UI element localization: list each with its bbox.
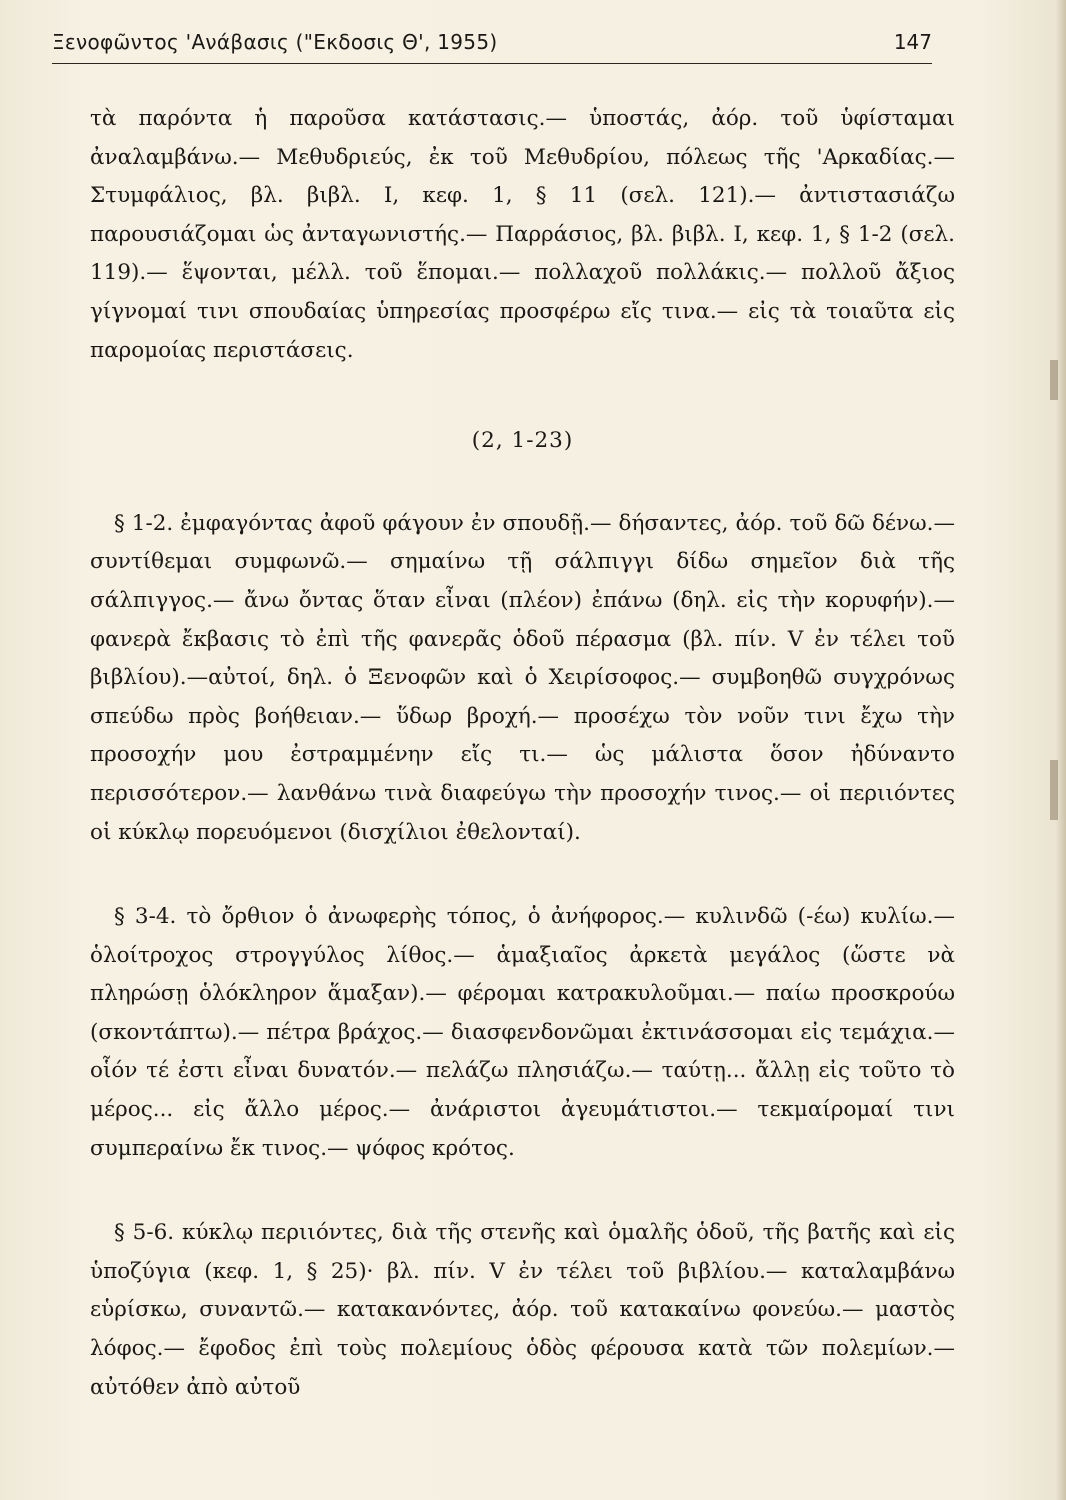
page-edge-shadow: [1056, 0, 1066, 1500]
page-body: [90, 100, 955, 1407]
glossary-paragraph: § 3-4. τὸ ὄρθιον ὁ ἀνωφερὴς τόπος, ὁ ἀνήφορος.— κυλινδῶ (-έω) κυλίω.— ὁλοίτροχος στρογγύλος λίθος.— ἁμαξιαῖος ἀρκετὰ μεγάλος (ὥστε νὰ πληρώσῃ ὁλόκληρον ἅμαξαν).— φέρομαι κατρακυλοῦμαι.— παίω προσκρούω (σκοντάπτω).— πέτρα βράχος.— διασφενδονῶμαι ἐκτινάσσομαι εἰς τεμάχια.— οἷόν τέ ἐστι εἶναι δυνατόν.— πελάζω πλησιάζω.— ταύτῃ... ἄλλῃ εἰς τοῦτο τὸ μέρος... εἰς ἄλλο μέρος.— ἀνάριστοι ἀγευμάτιστοι.— τεκμαίρομαί τινι συμπεραίνω ἔκ τινος.— ψόφος κρότος.: [90, 904, 955, 1161]
glossary-paragraph: § 5-6. κύκλῳ περιιόντες, διὰ τῆς στενῆς καὶ ὁμαλῆς ὁδοῦ, τῆς βατῆς καὶ εἰς ὑποζύγια (κεφ. 1, § 25)· βλ. πίν. V ἐν τέλει τοῦ βιβλίου.— καταλαμβάνω εὑρίσκω, συναντῶ.— κατακανόντες, ἀόρ. τοῦ κατακαίνω φονεύω.— μαστὸς λόφος.— ἔφοδος ἐπὶ τοὺς πολεμίους ὁδὸς φέρουσα κατὰ τῶν πολεμίων.— αὐτόθεν ἀπὸ αὐτοῦ: [90, 1220, 955, 1400]
page-margin-mark: [1050, 360, 1058, 400]
glossary-paragraph: § 1-2. ἐμφαγόντας ἀφοῦ φάγουν ἐν σπουδῇ.— δήσαντες, ἀόρ. τοῦ δῶ δένω.— συντίθεμαι συμφωνῶ.— σημαίνω τῇ σάλπιγγι δίδω σημεῖον διὰ τῆς σάλπιγγος.— ἄνω ὄντας ὅταν εἶναι (πλέον) ἐπάνω (δηλ. εἰς τὴν κορυφήν).— φανερὰ ἔκβασις τὸ ἐπὶ τῆς φανερᾶς ὁδοῦ πέρασμα (βλ. πίν. V ἐν τέλει τοῦ βιβλίου).—αὐτοί, δηλ. ὁ Ξενοφῶν καὶ ὁ Χειρίσοφος.— συμβοηθῶ συγχρόνως σπεύδω πρὸς βοήθειαν.— ὕδωρ βροχή.— προσέχω τὸν νοῦν τινι ἔχω τὴν προσοχήν μου ἐστραμμένην εἴς τι.— ὡς μάλιστα ὅσον ἠδύναντο περισσότερον.— λανθάνω τινὰ διαφεύγω τὴν προσοχήν τινος.— οἱ περιιόντες οἱ κύκλῳ πορευόμενοι (δισχίλιοι ἐθελονταί).: [90, 510, 955, 845]
section-heading: (2, 1-23): [471, 428, 574, 454]
header-title: Ξενοφῶντος 'Ανάβασις ("Εκδοσις Θ', 1955): [52, 30, 498, 54]
header-rule: [52, 63, 932, 64]
glossary-paragraph: τὰ παρόντα ἡ παροῦσα κατάστασις.— ὑποστάς, ἀόρ. τοῦ ὑφίσταμαι ἀναλαμβάνω.— Μεθυδριεύς, ἐκ τοῦ Μεθυδρίου, πόλεως τῆς 'Αρκαδίας.— Στυμφάλιος, βλ. βιβλ. Ι, κεφ. 1, § 11 (σελ. 121).— ἀντιστασιάζω παρουσιάζομαι ὡς ἀνταγωνιστής.— Παρράσιος, βλ. βιβλ. Ι, κεφ. 1, § 1-2 (σελ. 119).— ἕψονται, μέλλ. τοῦ ἕπομαι.— πολλαχοῦ πολλάκις.— πολλοῦ ἄξιος γίγνομαί τινι σπουδαίας ὑπηρεσίας προσφέρω εἴς τινα.— εἰς τὰ τοιαῦτα εἰς παρομοίας περιστάσεις.: [90, 106, 955, 363]
page-number: 147: [893, 30, 932, 54]
running-header: [52, 30, 932, 66]
page-margin-mark: [1050, 760, 1058, 820]
